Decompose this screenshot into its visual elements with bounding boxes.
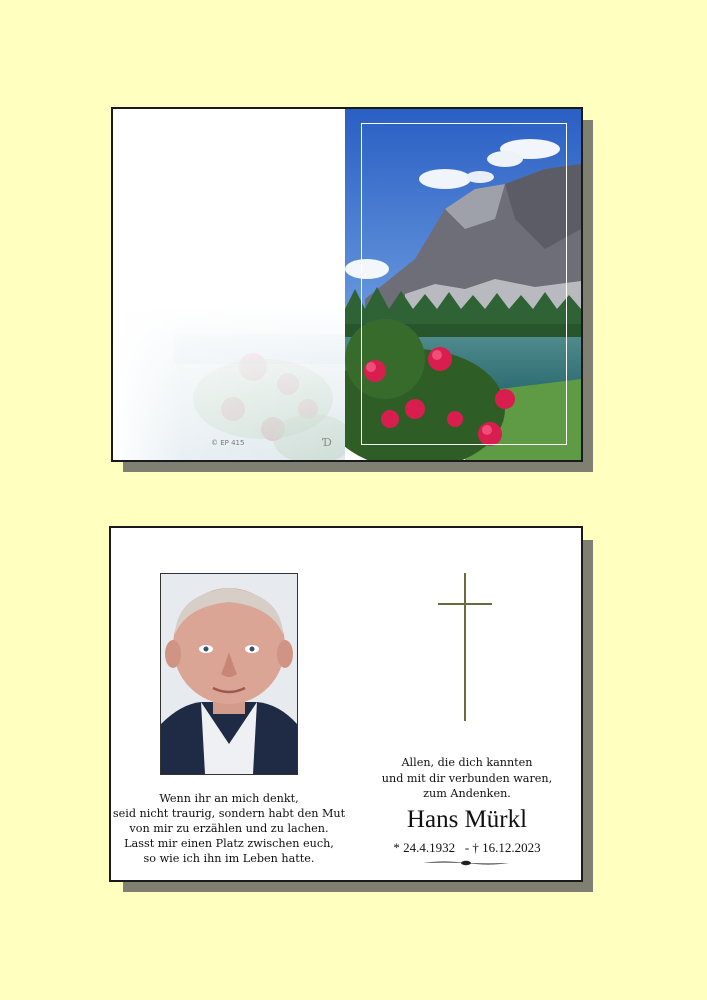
cross-icon bbox=[436, 573, 496, 721]
inside-card bbox=[109, 526, 583, 882]
publisher-code: © EP 415 bbox=[211, 439, 245, 447]
poem-line: Lasst mir einen Platz zwischen euch, bbox=[124, 837, 334, 850]
remembrance-line: zum Andenken. bbox=[423, 787, 511, 800]
birth-date: * 24.4.1932 bbox=[393, 840, 456, 855]
portrait-photo bbox=[160, 573, 298, 775]
deceased-name: Hans Mürkl bbox=[406, 806, 528, 833]
poem-line: seid nicht traurig, sondern habt den Mut bbox=[112, 807, 346, 820]
poem-line: von mir zu erzählen und zu lachen. bbox=[129, 822, 329, 835]
portrait-image bbox=[161, 574, 297, 774]
death-date: - † 16.12.2023 bbox=[464, 840, 541, 855]
life-dates bbox=[353, 840, 581, 856]
poem-text bbox=[111, 791, 347, 866]
ornament-divider bbox=[423, 859, 509, 867]
front-card-photo-panel bbox=[345, 109, 581, 460]
front-card-left-panel bbox=[113, 109, 345, 460]
publisher-logo: Ɗ bbox=[323, 436, 332, 449]
poem-line: Wenn ihr an mich denkt, bbox=[159, 792, 299, 805]
photo-frame bbox=[361, 123, 567, 445]
poem-line: so wie ich ihn im Leben hatte. bbox=[143, 852, 315, 865]
remembrance-text bbox=[353, 755, 581, 802]
front-card bbox=[111, 107, 583, 462]
faded-flower-image bbox=[113, 109, 345, 460]
remembrance-line: Allen, die dich kannten bbox=[401, 756, 533, 769]
remembrance-line: und mit dir verbunden waren, bbox=[381, 771, 553, 785]
